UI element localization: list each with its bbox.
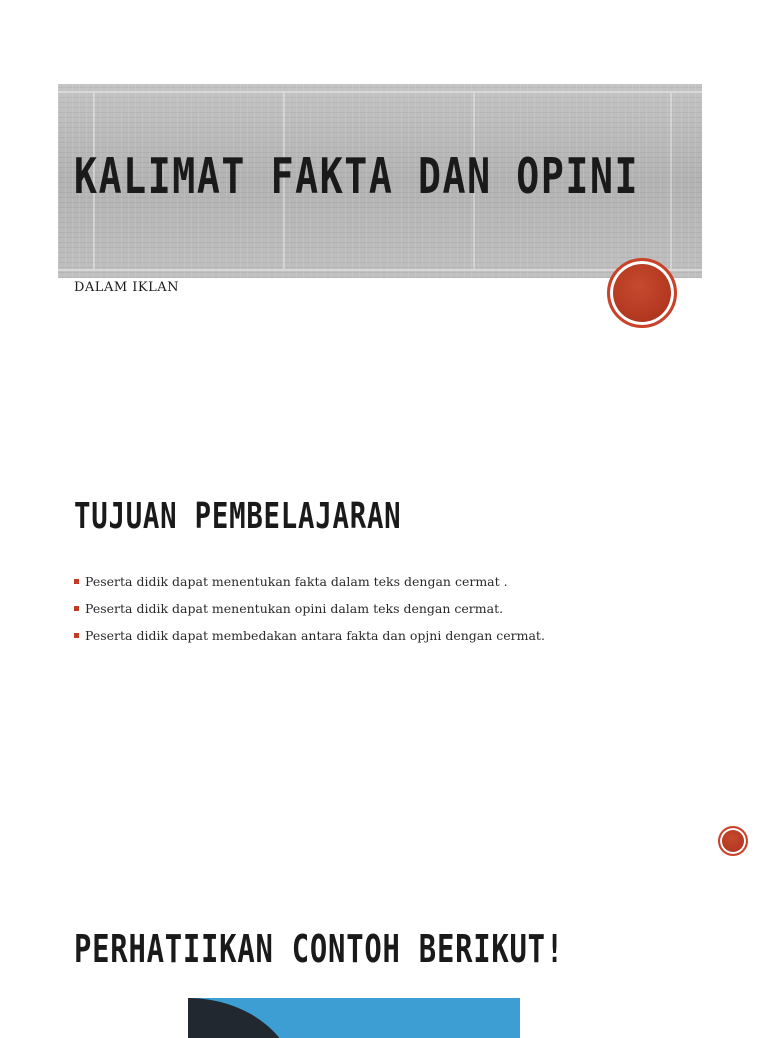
slide-title: KALIMAT FAKTA DAN OPINI xyxy=(74,148,640,205)
list-item xyxy=(74,568,545,595)
title-slide xyxy=(0,0,768,400)
square-bullet-icon xyxy=(74,633,79,638)
objectives-heading: TUJUAN PEMBELAJARAN xyxy=(74,496,402,537)
decorative-circle-small xyxy=(718,826,748,856)
band-bottom-line xyxy=(58,269,702,271)
slide-subtitle: DALAM IKLAN xyxy=(74,280,180,295)
square-bullet-icon xyxy=(74,579,79,584)
band-top-line xyxy=(58,91,702,93)
example-heading: PERHATIIKAN CONTOH BERIKUT! xyxy=(74,927,564,971)
title-band xyxy=(58,84,702,278)
band-divider xyxy=(670,93,672,269)
decorative-circle xyxy=(607,258,677,328)
list-item xyxy=(74,622,545,649)
objectives-list xyxy=(74,568,545,649)
objective-text: Peserta didik dapat menentukan fakta dalam teks dengan cermat . xyxy=(85,574,508,589)
square-bullet-icon xyxy=(74,606,79,611)
example-slide xyxy=(0,910,768,1024)
example-image xyxy=(188,998,520,1038)
example-image-shape xyxy=(188,998,298,1038)
list-item xyxy=(74,595,545,622)
objectives-slide xyxy=(0,470,768,670)
objective-text: Peserta didik dapat menentukan opini dalam teks dengan cermat. xyxy=(85,601,504,616)
objective-text: Peserta didik dapat membedakan antara fakta dan opjni dengan cermat. xyxy=(85,628,545,643)
